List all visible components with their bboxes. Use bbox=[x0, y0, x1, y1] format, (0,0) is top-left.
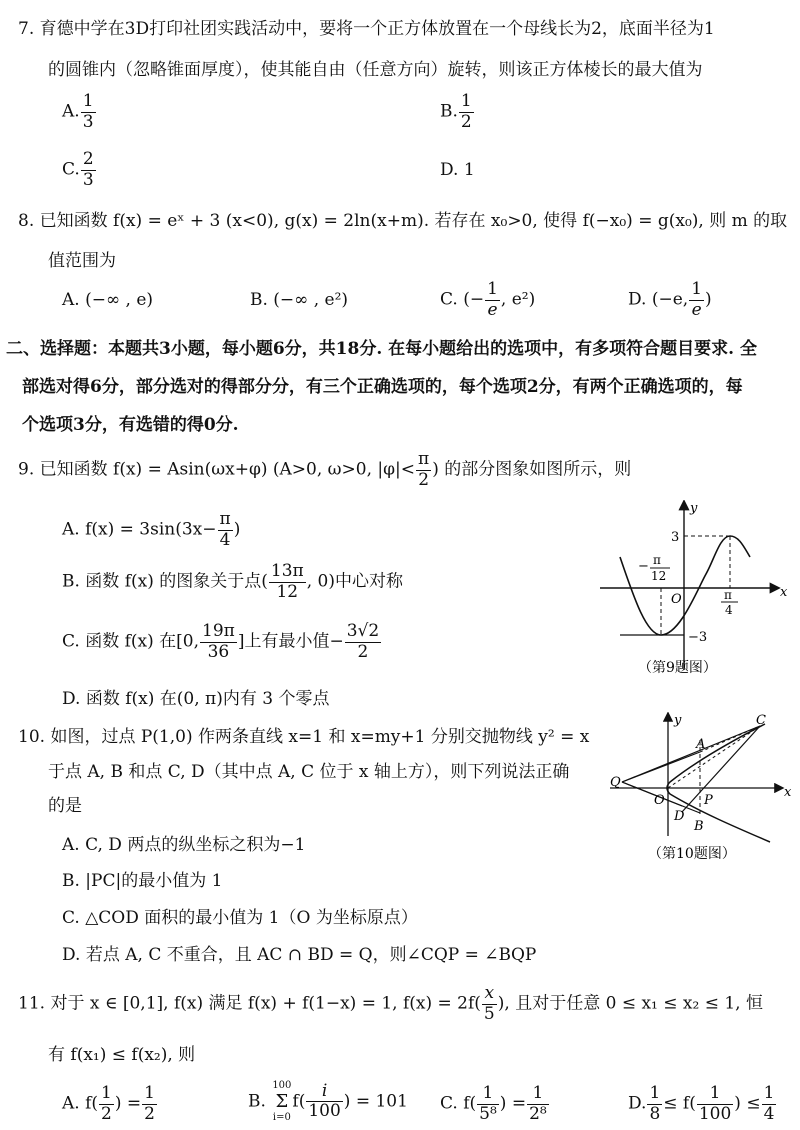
section2-line2: 部选对得6分，部分选对的得部分分，有三个正确选项的，每个选项2分，有两个正确选项的，每 bbox=[22, 377, 743, 397]
q10-parabola bbox=[667, 724, 770, 842]
section2-line1: 二、选择题：本题共3小题，每小题6分，共18分. 在每小题给出的选项中，有多项符合题目要求. 全 bbox=[6, 339, 757, 359]
q8-option-a: A. (−∞ , e) bbox=[62, 290, 154, 310]
q9-ymin-label: −3 bbox=[688, 630, 708, 645]
q8-d-fraction: $\frac{1}{e}$ bbox=[691, 279, 703, 320]
q7-option-d: D. 1 bbox=[440, 160, 475, 180]
q9-xneg-num: π bbox=[653, 553, 661, 567]
q11-stem-fraction: $\frac{x}{5}$ bbox=[483, 983, 495, 1024]
q11-option-a: A. f( $\frac{1}{2}$ ) = $\frac{1}{2}$ bbox=[62, 1083, 155, 1124]
q10-label-c: C bbox=[756, 713, 766, 728]
q9-xpos-den: 4 bbox=[725, 603, 733, 617]
q10-option-b: B. |PC|的最小值为 1 bbox=[62, 871, 223, 891]
q9-x-label: x bbox=[780, 585, 788, 600]
q10-label-q: Q bbox=[610, 775, 621, 790]
q9-option-c: C. 函数 f(x) 在[0, $\frac{19\pi}{36}$ ]上有最小值− $\frac{3√2}{2}$ bbox=[62, 621, 380, 662]
q9-xneg-sign: − bbox=[638, 559, 649, 574]
q10-caption: （第10题图） bbox=[648, 846, 736, 862]
q10-label-p: P bbox=[704, 793, 713, 808]
q10-x-label: x bbox=[784, 785, 792, 800]
q10-y-label: y bbox=[674, 713, 682, 728]
q7-c-fraction: $\frac{2}{3}$ bbox=[82, 149, 94, 190]
q11-a-fraction2: $\frac{1}{2}$ bbox=[144, 1083, 155, 1124]
q9-caption: （第9题图） bbox=[638, 660, 717, 676]
q9-b-fraction: $\frac{13\pi}{12}$ bbox=[270, 561, 304, 602]
q9-c-fraction2: $\frac{3√2}{2}$ bbox=[346, 621, 380, 662]
q10-option-c: C. △COD 面积的最小值为 1（O 为坐标原点） bbox=[62, 908, 418, 928]
q10-number: 10. bbox=[18, 727, 46, 747]
q9-c-fraction1: $\frac{19\pi}{36}$ bbox=[202, 621, 235, 662]
q8-option-d: D. (−e, $\frac{1}{e}$ ) bbox=[628, 279, 712, 320]
q9-xpos-num: π bbox=[724, 588, 732, 602]
q10-label-d: D bbox=[674, 809, 685, 824]
q11-b-sum: 100 Σ i=0 bbox=[272, 1080, 292, 1124]
q10-label-a: A bbox=[696, 737, 706, 752]
section2-line3: 个选项3分，有选错的得0分. bbox=[22, 415, 239, 435]
q7-b-fraction: $\frac{1}{2}$ bbox=[460, 91, 472, 132]
q7-stem-line1 bbox=[18, 14, 715, 39]
q11-c-fraction2: $\frac{1}{\text{2⁸}}$ bbox=[529, 1083, 547, 1124]
q10-line-qa bbox=[622, 752, 700, 782]
q7-number: 7. bbox=[18, 19, 35, 39]
q11-stem-line2: 有 f(x₁) ≤ f(x₂), 则 bbox=[48, 1045, 196, 1065]
q11-d-fraction2: $\frac{1}{100}$ bbox=[698, 1083, 732, 1124]
q10-stem-line2: 于点 A, B 和点 C, D（其中点 A, C 位于 x 轴上方），则下列说法正确 bbox=[48, 762, 570, 782]
q11-b-fraction: $\frac{i}{100}$ bbox=[308, 1080, 341, 1122]
q11-option-d: D. $\frac{1}{8}$ ≤ f( $\frac{1}{100}$ ) ≤ $\frac{1}{4}$ bbox=[628, 1083, 775, 1124]
q11-c-fraction1: $\frac{1}{\text{5⁸}}$ bbox=[479, 1083, 497, 1124]
q10-stem-line1: 10. 如图，过点 P(1,0) 作两条直线 x=1 和 x=my+1 分别交抛物线 y² = x bbox=[18, 727, 590, 747]
q11-option-b: B. 100 Σ i=0 f( $\frac{i}{100}$ ) = 101 bbox=[248, 1080, 408, 1124]
q9-option-a: A. f(x) = 3sin(3x− $\frac{\pi}{4}$ ) bbox=[62, 509, 241, 550]
q7-stem-line2: 的圆锥内（忽略锥面厚度），使其能自由（任意方向）旋转，则该正方体棱长的最大值为 bbox=[48, 60, 703, 80]
q10-option-d: D. 若点 A, C 不重合，且 AC ∩ BD = Q，则∠CQP = ∠BQP bbox=[62, 945, 537, 965]
q9-y-label: y bbox=[690, 501, 698, 516]
q11-option-c: C. f( $\frac{1}{\text{5⁸}}$ ) = $\frac{1}{\text{2⁸}}$ bbox=[440, 1083, 547, 1124]
q8-number: 8. bbox=[18, 211, 35, 231]
q10-line-oc bbox=[668, 726, 760, 788]
q9-option-d: D. 函数 f(x) 在(0, π)内有 3 个零点 bbox=[62, 689, 330, 709]
q8-option-b: B. (−∞ , e²) bbox=[250, 290, 349, 310]
q8-stem-text1: 已知函数 f(x) = eˣ + 3 (x<0), g(x) = 2ln(x+m). 若存在 x₀>0, 使得 f(−x₀) = g(x₀), 则 m 的取 bbox=[39, 211, 788, 231]
q8-option-c: C. (− $\frac{1}{e}$ , e²) bbox=[440, 279, 536, 320]
q10-figure bbox=[610, 712, 800, 872]
q7-a-fraction: $\frac{1}{3}$ bbox=[82, 91, 94, 132]
q8-stem-line1 bbox=[18, 206, 787, 231]
q11-d-fraction3: $\frac{1}{4}$ bbox=[763, 1083, 775, 1124]
q10-stem-line3: 的是 bbox=[48, 796, 82, 816]
q9-origin-label: O bbox=[671, 592, 682, 607]
q7-option-a: A. $\frac{1}{3}$ bbox=[62, 91, 94, 132]
q10-line-cd bbox=[682, 726, 760, 812]
q9-stem-fraction: $\frac{\pi}{2}$ bbox=[418, 449, 430, 490]
q8-c-fraction: $\frac{1}{e}$ bbox=[487, 279, 498, 320]
q7-option-b: B. $\frac{1}{2}$ bbox=[440, 91, 472, 132]
q10-line-ac bbox=[700, 726, 760, 752]
q9-option-b: B. 函数 f(x) 的图象关于点( $\frac{13\pi}{12}$ , 0)中心对称 bbox=[62, 561, 403, 602]
q11-stem-line1: 11. 对于 x ∈ [0,1], f(x) 满足 f(x) + f(1−x) = 1, f(x) = 2f( $\frac{x}{5}$ ), 且对于任意 0 ≤ x₁ ≤ x₂ ≤ 1, 恒 bbox=[18, 983, 763, 1024]
q7-stem-text1: 育德中学在3D打印社团实践活动中，要将一个正方体放置在一个母线长为2，底面半径为1 bbox=[39, 19, 715, 39]
q9-figure bbox=[598, 500, 798, 700]
q9-a-fraction: $\frac{\pi}{4}$ bbox=[219, 509, 231, 550]
q9-number: 9. bbox=[18, 459, 35, 480]
q9-ymax-label: 3 bbox=[671, 530, 680, 545]
q11-d-fraction1: $\frac{1}{8}$ bbox=[649, 1083, 661, 1124]
q9-stem: 9. 已知函数 f(x) = Asin(ωx+φ) (A>0, ω>0, |φ|< $\frac{\pi}{2}$ ) 的部分图象如图所示，则 bbox=[18, 449, 632, 490]
q10-label-o: O bbox=[654, 793, 665, 808]
q8-stem-line2: 值范围为 bbox=[48, 251, 116, 271]
q10-label-b: B bbox=[694, 819, 704, 834]
q7-option-c: C. $\frac{2}{3}$ bbox=[62, 149, 94, 190]
q10-option-a: A. C, D 两点的纵坐标之积为−1 bbox=[62, 835, 306, 855]
q11-number: 11. bbox=[18, 993, 46, 1014]
q11-a-fraction1: $\frac{1}{2}$ bbox=[101, 1083, 112, 1124]
q9-xneg-den: 12 bbox=[651, 569, 667, 583]
